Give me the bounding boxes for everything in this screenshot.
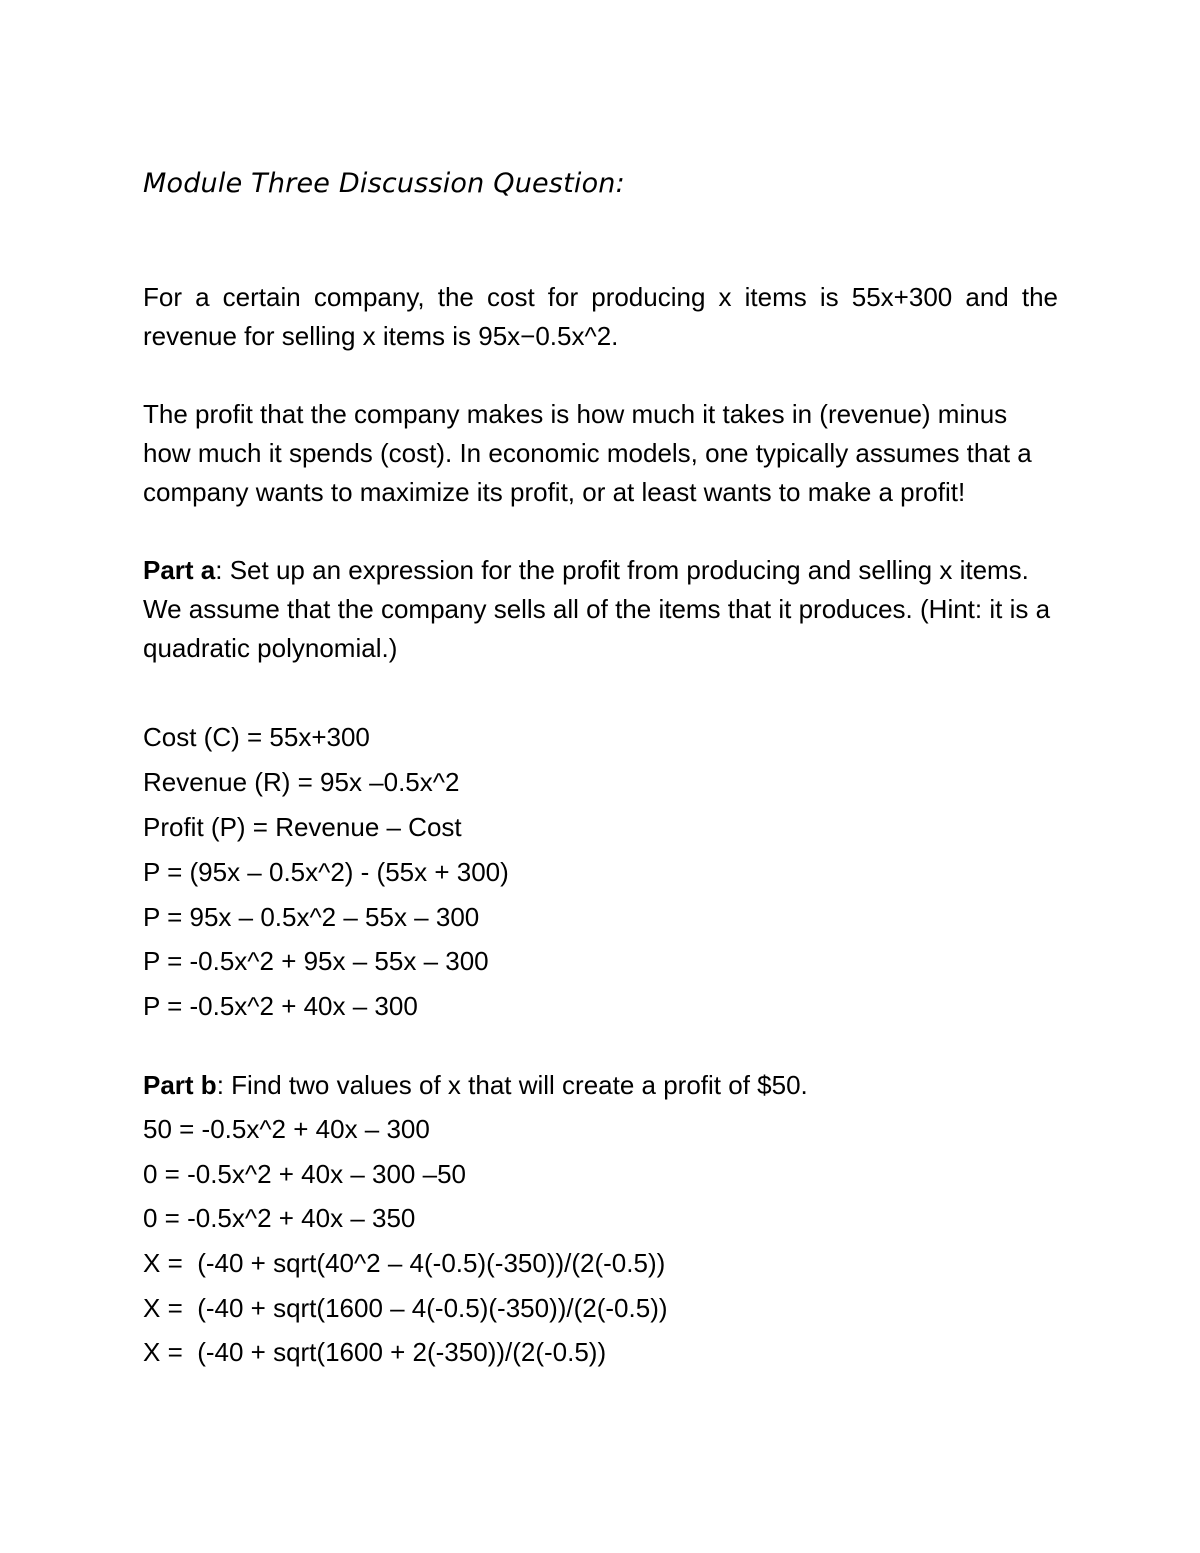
profit-paragraph: The profit that the company makes is how much it takes in (revenue) minus how much it spends (cost). In economic models, one typically assumes that a company wants to maximize its profit, or at least wants to make a profit! [143, 399, 1032, 507]
part-a-work-line: P = 95x – 0.5x^2 – 55x – 300 [143, 902, 480, 932]
part-b-work-line: X = (-40 + sqrt(1600 + 2(-350))/(2(-0.5)) [143, 1337, 607, 1367]
intro-paragraph: For a certain company, the cost for producing x items is 55x+300 and the revenue for selling x items is 95x−0.5x^2. [143, 282, 1058, 351]
part-a-label: Part a [143, 555, 216, 585]
part-a-work-line: P = -0.5x^2 + 40x – 300 [143, 991, 418, 1021]
part-a-work-line: Revenue (R) = 95x –0.5x^2 [143, 767, 460, 797]
part-b-prompt: : Find two values of x that will create a profit of $50. [216, 1070, 808, 1100]
part-b-work-line: 0 = -0.5x^2 + 40x – 350 [143, 1203, 416, 1233]
part-a-work-line: Profit (P) = Revenue – Cost [143, 812, 462, 842]
part-a-prompt: : Set up an expression for the profit from producing and selling x items. We assume that the company sells all of the items that it produces. (Hint: it is a quadratic polynomial.) [143, 555, 1051, 663]
part-a-paragraph [143, 551, 1058, 668]
part-b-work-line: 50 = -0.5x^2 + 40x – 300 [143, 1114, 430, 1144]
part-a-work-line: Cost (C) = 55x+300 [143, 722, 370, 752]
part-b-work-line: X = (-40 + sqrt(1600 – 4(-0.5)(-350))/(2(-0.5)) [143, 1293, 668, 1323]
part-a-work-line: P = (95x – 0.5x^2) - (55x + 300) [143, 857, 509, 887]
part-b-work-line: X = (-40 + sqrt(40^2 – 4(-0.5)(-350))/(2(-0.5)) [143, 1248, 666, 1278]
part-b-prompt-line [143, 1070, 808, 1100]
part-b-label: Part b [143, 1070, 217, 1100]
document-title: Module Three Discussion Question: [143, 168, 625, 199]
part-a-work-line: P = -0.5x^2 + 95x – 55x – 300 [143, 946, 489, 976]
part-b-work-line: 0 = -0.5x^2 + 40x – 300 –50 [143, 1159, 466, 1189]
